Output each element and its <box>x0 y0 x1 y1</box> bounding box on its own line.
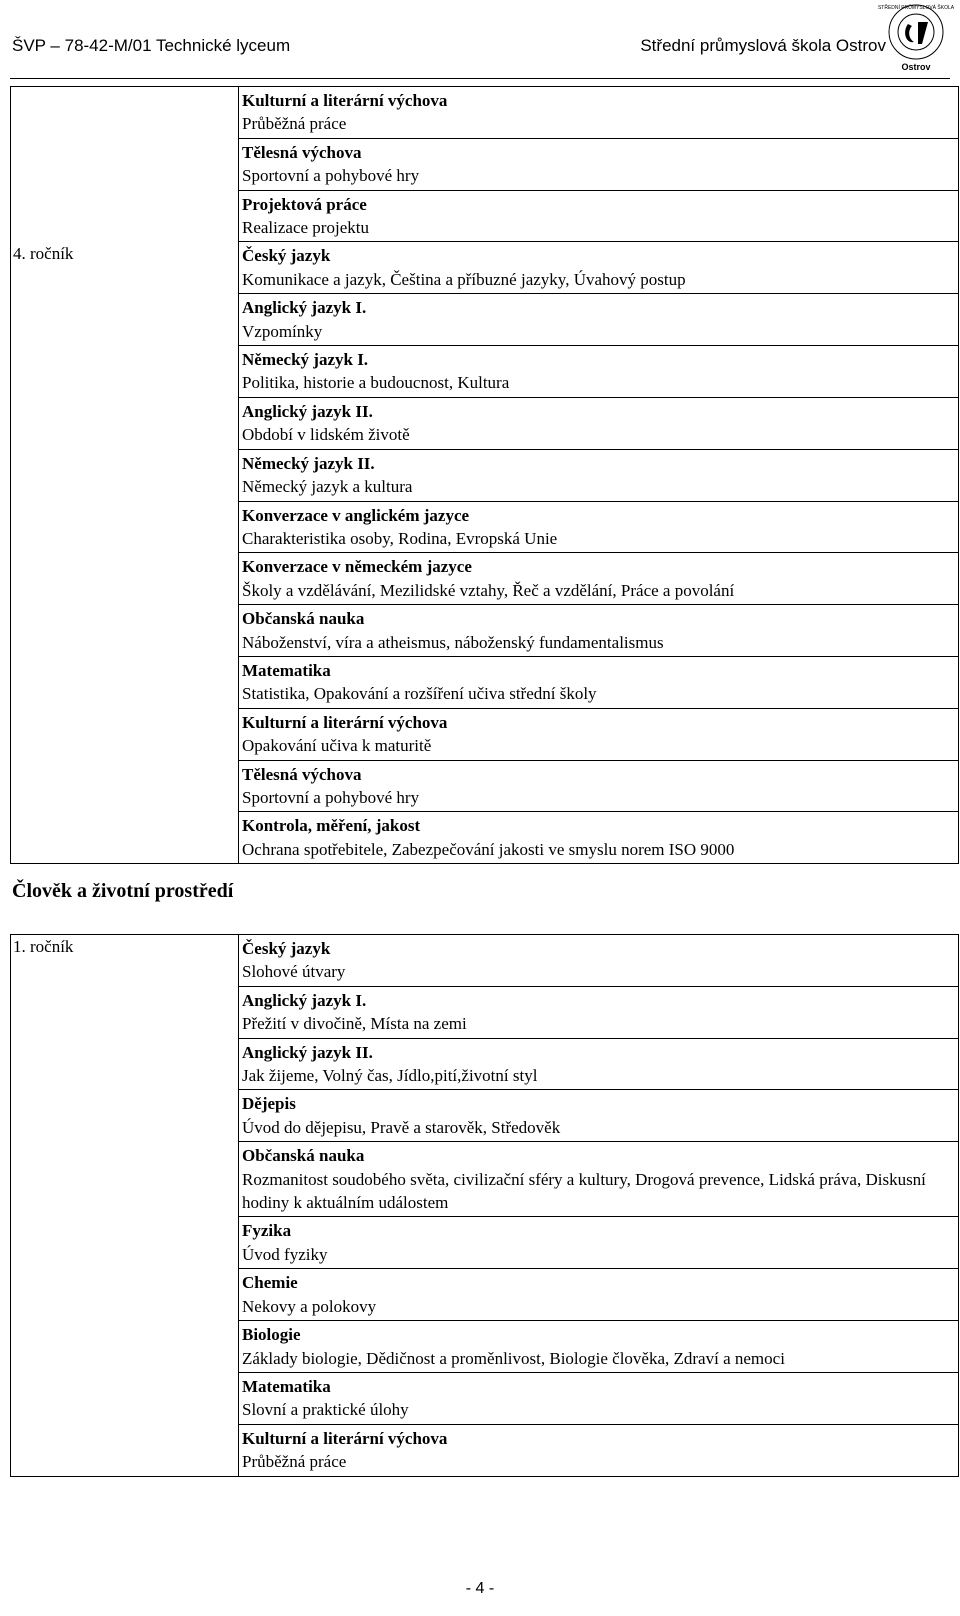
subject-content: Sportovní a pohybové hry <box>242 166 420 186</box>
subject-title: Matematika <box>242 1376 331 1396</box>
subject-cell <box>239 501 959 553</box>
year-cell <box>11 1269 239 1321</box>
subject-cell <box>239 449 959 501</box>
school-name: Střední průmyslová škola Ostrov <box>640 36 886 55</box>
year-cell <box>11 501 239 553</box>
subject-title: Občanská nauka <box>242 1146 365 1166</box>
table-row <box>11 1372 959 1424</box>
subject-cell <box>239 708 959 760</box>
subject-cell <box>239 1038 959 1090</box>
subject-content: Sportovní a pohybové hry <box>242 787 420 807</box>
subject-cell <box>239 1142 959 1217</box>
table-row <box>11 397 959 449</box>
subject-content: Průběžná práce <box>242 114 347 134</box>
subject-title: Anglický jazyk II. <box>242 401 373 421</box>
subject-title: Anglický jazyk II. <box>242 1042 373 1062</box>
subject-title: Český jazyk <box>242 246 331 266</box>
subject-content: Základy biologie, Dědičnost a proměnlivost, Biologie člověka, Zdraví a nemoci <box>242 1348 785 1368</box>
subject-title: Konverzace v anglickém jazyce <box>242 505 470 525</box>
logo-arc-text: STŘEDNÍ PRŮMYSLOVÁ ŠKOLA <box>877 5 955 11</box>
subject-content: Slohové útvary <box>242 962 346 982</box>
subject-cell <box>239 986 959 1038</box>
subject-content: Ochrana spotřebitele, Zabezpečování jakosti ve smyslu norem ISO 9000 <box>242 839 735 859</box>
year-cell <box>11 397 239 449</box>
curriculum-table-environment <box>10 934 959 1477</box>
subject-cell <box>239 1269 959 1321</box>
subject-title: Anglický jazyk I. <box>242 990 367 1010</box>
table-row <box>11 553 959 605</box>
year-cell: 1. ročník <box>11 935 239 987</box>
subject-title: Německý jazyk I. <box>242 350 369 370</box>
table-row <box>11 935 959 987</box>
table-row <box>11 605 959 657</box>
subject-cell <box>239 812 959 864</box>
subject-title: Kulturní a literární výchova <box>242 712 448 732</box>
table-row <box>11 1269 959 1321</box>
year-cell <box>11 1217 239 1269</box>
year-cell: 4. ročník <box>11 242 239 294</box>
subject-content: Úvod do dějepisu, Pravě a starověk, Středověk <box>242 1117 561 1137</box>
subject-cell <box>239 87 959 139</box>
table-row <box>11 1038 959 1090</box>
subject-cell <box>239 1372 959 1424</box>
year-cell <box>11 1142 239 1217</box>
subject-content: Nekovy a polokovy <box>242 1296 377 1316</box>
subject-cell <box>239 1424 959 1476</box>
subject-title: Český jazyk <box>242 939 331 958</box>
subject-content: Rozmanitost soudobého světa, civilizační sféry a kultury, Drogová prevence, Lidská práva, Diskusní hodiny k aktuálním událostem <box>242 1169 926 1213</box>
table-row <box>11 346 959 398</box>
year-cell <box>11 294 239 346</box>
subject-content: Slovní a praktické úlohy <box>242 1400 409 1420</box>
table-row <box>11 1090 959 1142</box>
page-header <box>10 0 955 79</box>
subject-cell <box>239 346 959 398</box>
subject-cell <box>239 242 959 294</box>
year-cell <box>11 138 239 190</box>
subject-content: Přežití v divočině, Místa na zemi <box>242 1014 467 1034</box>
table-row <box>11 1321 959 1373</box>
subject-title: Kontrola, měření, jakost <box>242 816 421 836</box>
table-row <box>11 242 959 294</box>
table-row <box>11 190 959 242</box>
subject-title: Německý jazyk II. <box>242 453 375 473</box>
subject-cell <box>239 656 959 708</box>
table-row <box>11 1424 959 1476</box>
table-row <box>11 449 959 501</box>
year-cell <box>11 812 239 864</box>
subject-cell <box>239 935 959 987</box>
table-row <box>11 986 959 1038</box>
year-cell <box>11 449 239 501</box>
subject-content: Průběžná práce <box>242 1452 347 1472</box>
year-cell <box>11 553 239 605</box>
subject-content: Komunikace a jazyk, Čeština a příbuzné jazyky, Úvahový postup <box>242 269 686 289</box>
subject-cell <box>239 1217 959 1269</box>
year-cell <box>11 656 239 708</box>
subject-content: Jak žijeme, Volný čas, Jídlo,pití,životní styl <box>242 1066 538 1086</box>
page-number: - 4 - <box>465 1580 495 1597</box>
table-row <box>11 656 959 708</box>
subject-title: Chemie <box>242 1273 298 1293</box>
subject-content: Období v lidském životě <box>242 425 410 445</box>
year-cell <box>11 708 239 760</box>
year-cell <box>11 1090 239 1142</box>
school-logo-icon <box>877 2 955 74</box>
subject-cell <box>239 553 959 605</box>
year-cell <box>11 760 239 812</box>
year-cell <box>11 346 239 398</box>
table-row <box>11 1217 959 1269</box>
subject-title: Občanská nauka <box>242 609 365 629</box>
subject-title: Dějepis <box>242 1094 296 1114</box>
subject-cell <box>239 1321 959 1373</box>
subject-content: Školy a vzdělávání, Mezilidské vztahy, Řeč a vzdělání, Práce a povolání <box>242 580 735 600</box>
subject-title: Kulturní a literární výchova <box>242 1428 448 1448</box>
year-cell <box>11 190 239 242</box>
subject-title: Kulturní a literární výchova <box>242 91 448 110</box>
subject-content: Realizace projektu <box>242 218 369 238</box>
subject-content: Německý jazyk a kultura <box>242 477 413 497</box>
table-row <box>11 294 959 346</box>
table-row <box>11 812 959 864</box>
year-cell <box>11 1372 239 1424</box>
year-cell <box>11 1321 239 1373</box>
logo-ostrov-text: Ostrov <box>901 62 931 72</box>
table-row <box>11 760 959 812</box>
subject-content: Politika, historie a budoucnost, Kultura <box>242 373 510 393</box>
subject-title: Projektová práce <box>242 194 367 214</box>
subject-content: Statistika, Opakování a rozšíření učiva střední školy <box>242 684 597 704</box>
table-row <box>11 1142 959 1217</box>
year-cell <box>11 605 239 657</box>
table-row <box>11 87 959 139</box>
subject-title: Matematika <box>242 660 331 680</box>
year-cell <box>11 87 239 139</box>
subject-title: Fyzika <box>242 1221 292 1241</box>
subject-content: Opakování učiva k maturitě <box>242 736 432 756</box>
section-heading: Člověk a životní prostředí <box>12 880 234 902</box>
year-cell <box>11 986 239 1038</box>
year-cell <box>11 1038 239 1090</box>
table-row <box>11 708 959 760</box>
subject-cell <box>239 760 959 812</box>
curriculum-table-continued <box>10 86 959 864</box>
subject-title: Anglický jazyk I. <box>242 298 367 318</box>
subject-cell <box>239 190 959 242</box>
subject-cell <box>239 397 959 449</box>
subject-content: Charakteristika osoby, Rodina, Evropská Unie <box>242 528 558 548</box>
subject-cell <box>239 1090 959 1142</box>
subject-content: Vzpomínky <box>242 321 323 341</box>
subject-cell <box>239 294 959 346</box>
subject-title: Tělesná výchova <box>242 764 362 784</box>
table-row <box>11 501 959 553</box>
year-cell <box>11 1424 239 1476</box>
subject-title: Biologie <box>242 1325 301 1345</box>
subject-content: Náboženství, víra a atheismus, náboženský fundamentalismus <box>242 632 664 652</box>
document-title: ŠVP – 78-42-M/01 Technické lyceum <box>12 36 291 55</box>
subject-cell <box>239 138 959 190</box>
table-row <box>11 138 959 190</box>
subject-cell <box>239 605 959 657</box>
subject-title: Tělesná výchova <box>242 142 362 162</box>
subject-title: Konverzace v německém jazyce <box>242 557 472 577</box>
subject-content: Úvod fyziky <box>242 1244 328 1264</box>
